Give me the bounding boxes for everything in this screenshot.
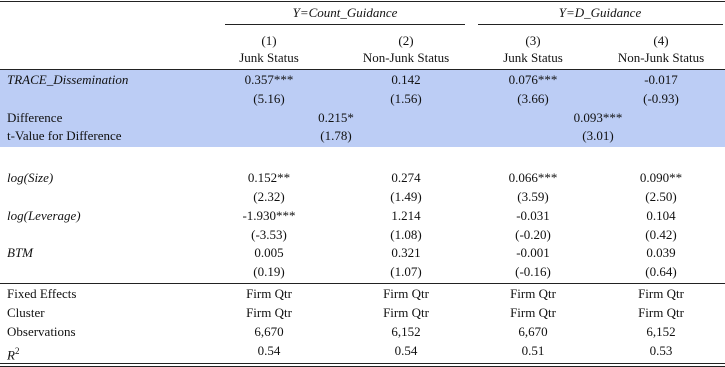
- cluster-3: Firm Qtr: [510, 305, 556, 320]
- tstat-leverage-3: (-0.20): [515, 227, 551, 242]
- tstat-leverage-2: (1.08): [390, 227, 422, 242]
- r-squared-1: 0.54: [257, 343, 281, 358]
- row-label-r-squared: [7, 343, 19, 363]
- row-label-fixed-effects: Fixed Effects: [7, 286, 77, 301]
- row-label-size: log(Size): [7, 170, 54, 185]
- tstat-size-3: (3.59): [517, 189, 549, 204]
- row-label-trace: TRACE_Dissemination: [7, 72, 129, 87]
- coef-trace-4: -0.017: [644, 72, 678, 87]
- coef-trace-3: 0.076***: [508, 72, 558, 87]
- tstat-size-2: (1.49): [390, 189, 422, 204]
- fixed-effects-1: Firm Qtr: [246, 286, 292, 301]
- stats-rule: [0, 283, 725, 284]
- coef-size-4: 0.090**: [639, 170, 683, 185]
- r-squared-2: 0.54: [394, 343, 418, 358]
- cluster-1: Firm Qtr: [246, 305, 292, 320]
- coef-trace-2: 0.142: [391, 72, 421, 87]
- tstat-trace-2: (1.56): [390, 91, 422, 106]
- coef-leverage-4: 0.104: [646, 208, 676, 223]
- fixed-effects-4: Firm Qtr: [638, 286, 684, 301]
- cluster-2: Firm Qtr: [383, 305, 429, 320]
- coef-leverage-2: 1.214: [391, 208, 421, 223]
- group1-underline: [225, 24, 465, 25]
- col-label-2: Non-Junk Status: [362, 50, 450, 65]
- tvalue-2: (3.01): [582, 128, 614, 143]
- row-label-difference: Difference: [7, 110, 63, 125]
- tstat-btm-2: (1.07): [390, 264, 422, 279]
- coef-btm-1: 0.005: [254, 245, 284, 260]
- row-label-observations: Observations: [7, 324, 76, 339]
- group2-underline: [478, 24, 723, 25]
- r-squared-exponent: 2: [14, 346, 20, 356]
- col-number-4: (4): [653, 33, 669, 48]
- coef-leverage-1: -1.930***: [242, 208, 296, 223]
- coef-size-2: 0.274: [391, 170, 421, 185]
- tstat-size-4: (2.50): [645, 189, 677, 204]
- difference-value-2: 0.093***: [573, 110, 623, 125]
- top-rule: [0, 1, 725, 2]
- r-squared-4: 0.53: [649, 343, 673, 358]
- fixed-effects-3: Firm Qtr: [510, 286, 556, 301]
- col-label-4: Non-Junk Status: [617, 50, 705, 65]
- cluster-4: Firm Qtr: [638, 305, 684, 320]
- tstat-trace-4: (-0.93): [643, 91, 679, 106]
- header-rule: [0, 69, 725, 70]
- group-header-count-guidance: Y=Count_Guidance: [292, 5, 398, 20]
- col-number-2: (2): [398, 33, 414, 48]
- tstat-leverage-4: (0.42): [645, 227, 677, 242]
- coef-leverage-3: -0.031: [516, 208, 550, 223]
- coef-btm-2: 0.321: [391, 245, 421, 260]
- group-header-d-guidance: Y=D_Guidance: [558, 5, 642, 20]
- row-label-btm: BTM: [7, 245, 33, 260]
- observations-2: 6,152: [391, 324, 421, 339]
- difference-value-1: 0.215*: [318, 110, 354, 125]
- observations-1: 6,670: [254, 324, 284, 339]
- tstat-trace-1: (5.16): [253, 91, 285, 106]
- coef-trace-1: 0.357***: [244, 72, 294, 87]
- observations-3: 6,670: [518, 324, 548, 339]
- row-label-cluster: Cluster: [7, 305, 45, 320]
- col-label-3: Junk Status: [503, 50, 563, 65]
- col-label-1: Junk Status: [239, 50, 299, 65]
- tstat-leverage-1: (-3.53): [251, 227, 287, 242]
- tstat-btm-4: (0.64): [645, 264, 677, 279]
- fixed-effects-2: Firm Qtr: [383, 286, 429, 301]
- r-squared-3: 0.51: [521, 343, 545, 358]
- tstat-btm-3: (-0.16): [515, 264, 551, 279]
- coef-btm-4: 0.039: [646, 245, 676, 260]
- col-number-1: (1): [261, 33, 277, 48]
- coef-size-3: 0.066***: [508, 170, 558, 185]
- observations-4: 6,152: [646, 324, 676, 339]
- r-squared-letter: R: [7, 347, 15, 363]
- col-number-3: (3): [525, 33, 541, 48]
- coef-btm-3: -0.001: [516, 245, 550, 260]
- tstat-size-1: (2.32): [253, 189, 285, 204]
- tstat-btm-1: (0.19): [253, 264, 285, 279]
- tstat-trace-3: (3.66): [517, 91, 549, 106]
- coef-size-1: 0.152**: [247, 170, 291, 185]
- tvalue-1: (1.78): [320, 128, 352, 143]
- bottom-rule-1: [0, 363, 725, 364]
- row-label-tvalue: t-Value for Difference: [7, 128, 122, 143]
- row-label-leverage: log(Leverage): [7, 208, 81, 223]
